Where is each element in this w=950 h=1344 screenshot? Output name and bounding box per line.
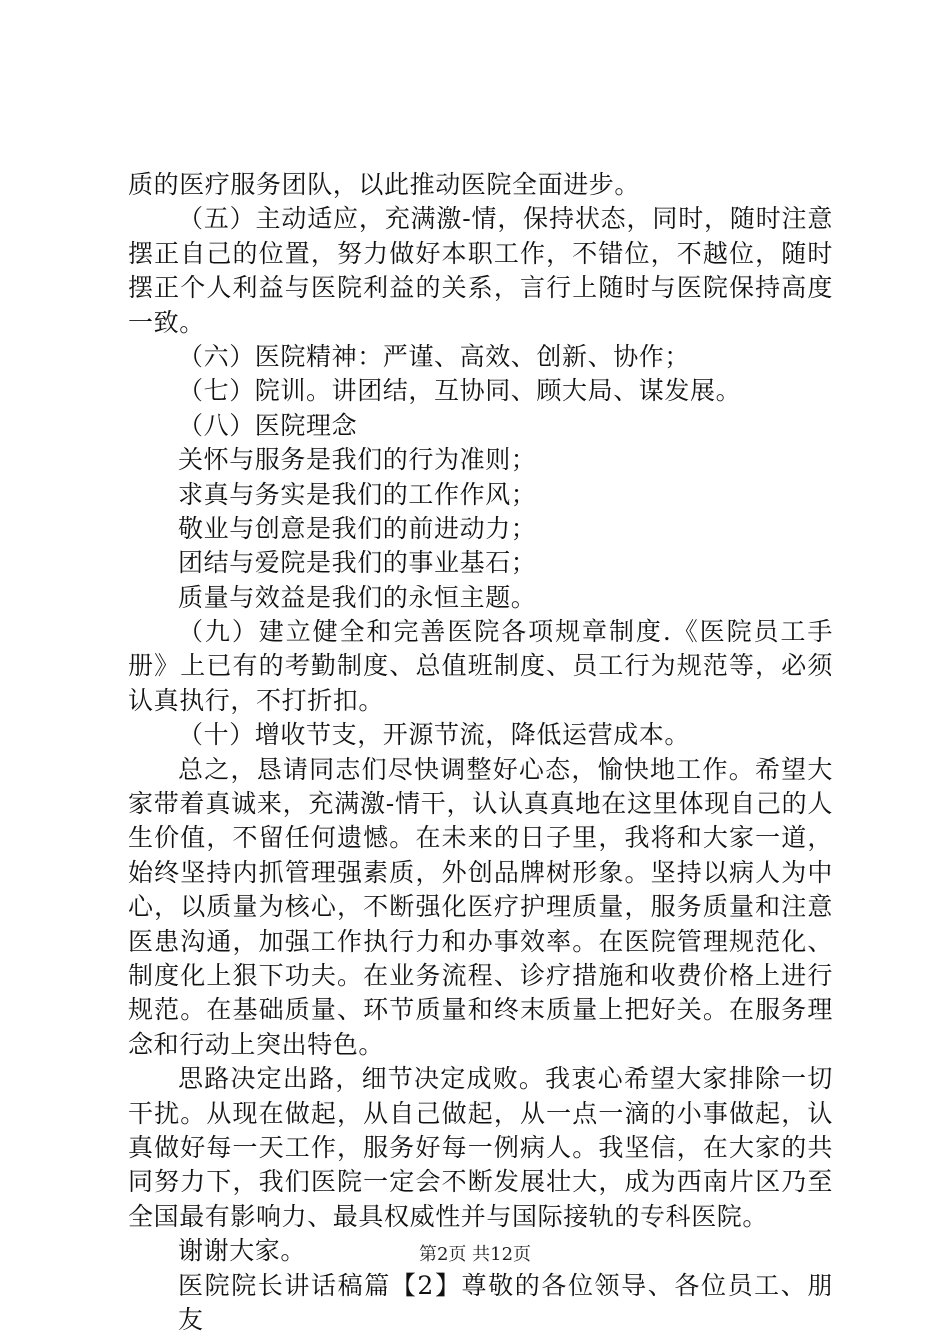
text-line: 生价值，不留任何遗憾。在未来的日子里，我将和大家一道， bbox=[128, 823, 833, 853]
text-line: 始终坚持内抓管理强素质，外创品牌树形象。坚持以病人为中 bbox=[128, 857, 833, 887]
text-line: 质的医疗服务团队，以此推动医院全面进步。 bbox=[128, 170, 641, 199]
text-line: 一致。 bbox=[128, 307, 205, 337]
text-line: （七）院训。讲团结，互协同、顾大局、谋发展。 bbox=[178, 376, 742, 406]
text-line: 谢谢大家。 bbox=[178, 1236, 307, 1266]
text-line: 家带着真诚来，充满激-情干，认认真真地在这里体现自己的人 bbox=[128, 789, 833, 819]
text-line: （五）主动适应，充满激-情，保持状态，同时，随时注意 bbox=[178, 204, 833, 234]
text-line: 思路决定出路，细节决定成败。我衷心希望大家排除一切 bbox=[178, 1064, 833, 1094]
text-line: 医患沟通，加强工作执行力和办事效率。在医院管理规范化、 bbox=[128, 926, 833, 956]
text-line: 敬业与创意是我们的前进动力； bbox=[178, 513, 537, 543]
text-line: 同努力下，我们医院一定会不断发展壮大，成为西南片区乃至 bbox=[128, 1167, 833, 1197]
text-line: （六）医院精神：严谨、高效、创新、协作； bbox=[178, 341, 691, 371]
text-line: 认真执行，不打折扣。 bbox=[128, 685, 385, 715]
text-line: 真做好每一天工作，服务好每一例病人。我坚信，在大家的共 bbox=[128, 1132, 833, 1162]
text-line: 念和行动上突出特色。 bbox=[128, 1029, 385, 1059]
text-line: 医院院长讲话稿篇【2】尊敬的各位领导、各位员工、朋友 bbox=[178, 1270, 833, 1334]
text-line: 总之，恳请同志们尽快调整好心态，愉快地工作。希望大 bbox=[178, 754, 833, 784]
text-line: 全国最有影响力、最具权威性并与国际接轨的专科医院。 bbox=[128, 1201, 769, 1231]
page-number-footer: 第2页 共12页 bbox=[418, 1244, 532, 1265]
text-line: 规范。在基础质量、环节质量和终末质量上把好关。在服务理 bbox=[128, 995, 833, 1025]
text-line: 册》上已有的考勤制度、总值班制度、员工行为规范等，必须 bbox=[128, 651, 833, 681]
text-line: （十）增收节支，开源节流，降低运营成本。 bbox=[178, 720, 691, 750]
text-line: 质量与效益是我们的永恒主题。 bbox=[178, 582, 537, 612]
text-line: 心，以质量为核心，不断强化医疗护理质量，服务质量和注意 bbox=[128, 892, 833, 922]
text-line: 干扰。从现在做起，从自己做起，从一点一滴的小事做起，认 bbox=[128, 1098, 833, 1128]
text-line: （八）医院理念 bbox=[178, 410, 358, 440]
text-line: 制度化上狠下功夫。在业务流程、诊疗措施和收费价格上进行 bbox=[128, 960, 833, 990]
text-line: 团结与爱院是我们的事业基石； bbox=[178, 548, 537, 578]
text-line: （九）建立健全和完善医院各项规章制度.《医院员工手 bbox=[178, 617, 833, 647]
document-body bbox=[128, 168, 833, 1334]
text-line: 关怀与服务是我们的行为准则； bbox=[178, 445, 537, 475]
text-line: 摆正个人利益与医院利益的关系，言行上随时与医院保持高度 bbox=[128, 273, 833, 303]
text-line: 求真与务实是我们的工作作风； bbox=[178, 479, 537, 509]
text-line: 摆正自己的位置，努力做好本职工作，不错位，不越位，随时 bbox=[128, 238, 833, 268]
